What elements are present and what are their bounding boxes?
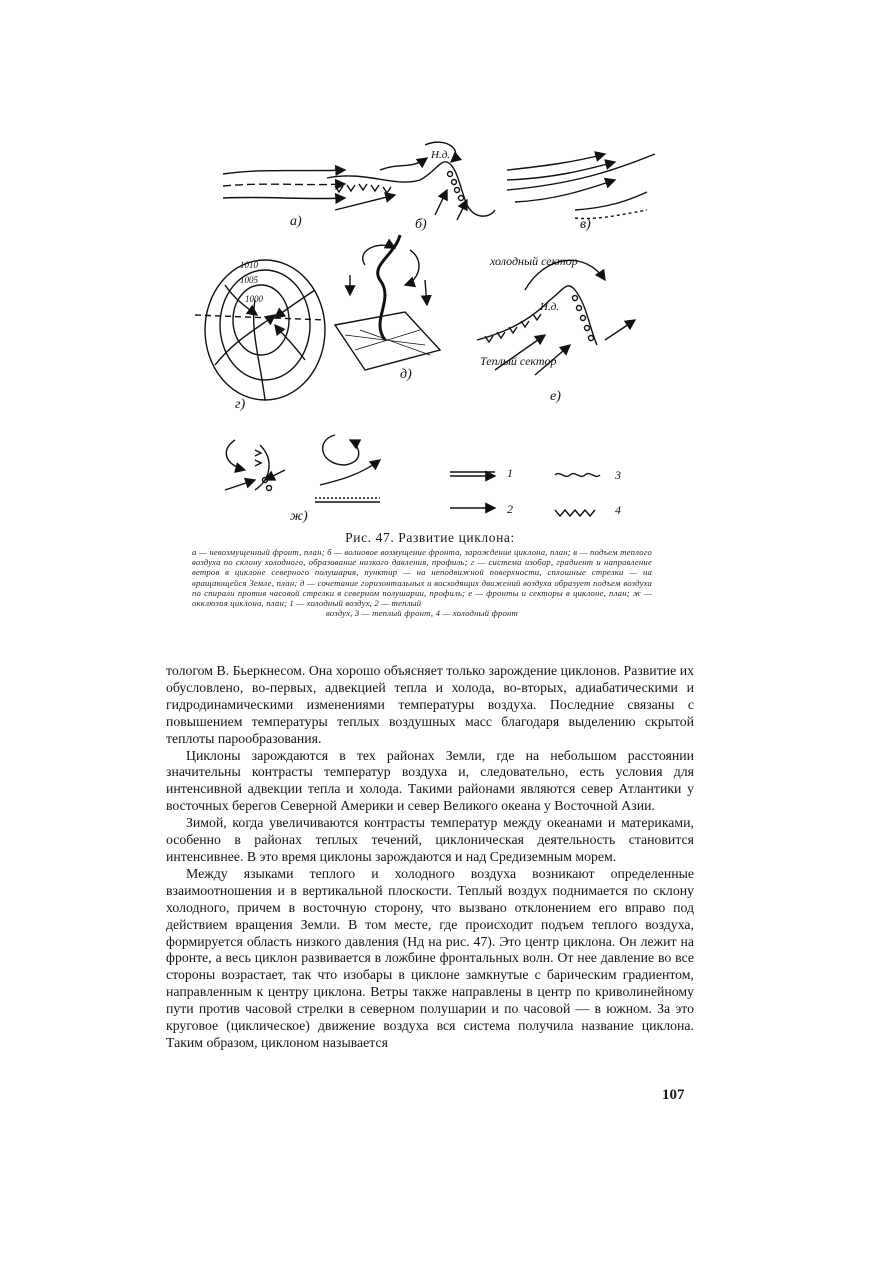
paragraph: тологом В. Бьеркнесом. Она хорошо объясняет только зарождение циклонов. Развитие их обусловлено, во-первых, адвекцией тепла и холода, во-вторых, адиабатическими и гидродинамическими изменениями температуры воздуха. Последние связаны с повышением температуры теплых воздушных масс благодаря выделению скрытой теплоты парообразования. (166, 663, 694, 746)
label-a: a) (290, 214, 302, 229)
paragraph: Циклоны зарождаются в тех районах Земли, где на небольшом расстоянии значительны контрасты температур воздуха и, следовательно, есть условия для интенсивной адвекции тепла и холода. Такими районами являются север Атлантики у восточных берегов Северной Америки и север Великого океана у Восточной Азии. (166, 747, 694, 814)
panel-g-isobars (195, 260, 325, 400)
figure-caption-body (192, 547, 652, 618)
panel-b-wave-disturbance (327, 142, 495, 220)
isobar-1005: 1005 (240, 275, 258, 285)
paragraph: Между языками теплого и холодного воздуха возникают определенные взаимоотношения и в вертикальной плоскости. Теплый воздух поднимается по склону холодного, причем в восточную сторону, что вызвано отклонением его вправо под действием вращения Земли. В том месте, где происходит подъем теплого воздуха, формируется область низкого давления (Нд на рис. 47). Это центр циклона. Он лежит на фронте, а весь циклон развивается в ложбине фронтальных волн. От нее давление во все стороны возрастает, так что изобары в циклоне замкнутые с барическим градиентом, направленным к центру циклона. Ветры также направлены в центр по криволинейному пути против часовой стрелки в северном полушарии и по часовой — в южном. За это круговое (циклическое) движение воздуха вся система получила название циклона. Таким образом, циклоном называется (166, 865, 694, 1050)
low-pressure-label-e: Н.д. (540, 301, 560, 313)
label-zh: ж) (290, 509, 308, 524)
label-b: б) (415, 217, 427, 232)
legend-2: 2 (507, 502, 513, 516)
legend-1: 1 (507, 466, 513, 480)
isobar-1010: 1010 (240, 260, 258, 270)
panel-a-undisturbed-front (223, 170, 345, 199)
panel-zh-occlusion (225, 435, 380, 502)
label-g: г) (235, 397, 246, 412)
page-number: 107 (662, 1087, 685, 1103)
cold-sector-label: холодный сектор (490, 254, 578, 268)
figure-caption-last-line: воздух, 3 — теплый фронт, 4 — холодный фронт (325, 608, 519, 619)
isobar-1000: 1000 (245, 294, 263, 304)
label-d: д) (400, 367, 412, 382)
cyclone-development-diagram (195, 140, 695, 530)
figure-caption-title: Рис. 47. Развитие циклона: (345, 530, 515, 545)
legend (450, 472, 600, 516)
legend-4: 4 (615, 503, 621, 517)
label-e: е) (550, 389, 561, 404)
warm-sector-label: Теплый сектор (480, 354, 557, 368)
label-v: в) (580, 217, 591, 232)
paragraph: Зимой, когда увеличиваются контрасты температур между океанами и материками, особенно в районах теплых течений, циклоническая деятельность становится интенсивнее. В это время циклоны зарождаются и над Средиземным морем. (166, 815, 694, 864)
figure-47 (195, 140, 695, 530)
panel-v-warm-air-rise (507, 154, 655, 219)
figure-caption-text: а — невозмущенный фронт, план; б — волновое возмущение фронта, зарождение циклона, план; в — подъем теплого воздуха по склону холодного, образование низкого давления, профиль; г — система изобар, градиент и направление ветров в циклоне северного полушария, пунктир — на неподвижной поверхности, сплошные стрелки — на вращающейся Земле, план; д — сочетание горизонтальных и восходящих движений воздуха образует подъем воздуха по спирали против часовой стрелки в северном полушарии, профиль; е — фронты и секторы в циклоне, план; ж — окклюзия циклона, план; 1 — холодный воздух, 2 — теплый (192, 547, 652, 609)
low-pressure-label-b: Н.д. (431, 149, 451, 161)
body-text (166, 663, 694, 1052)
legend-3: 3 (615, 468, 621, 482)
panel-d-spiral-rise (335, 235, 440, 370)
